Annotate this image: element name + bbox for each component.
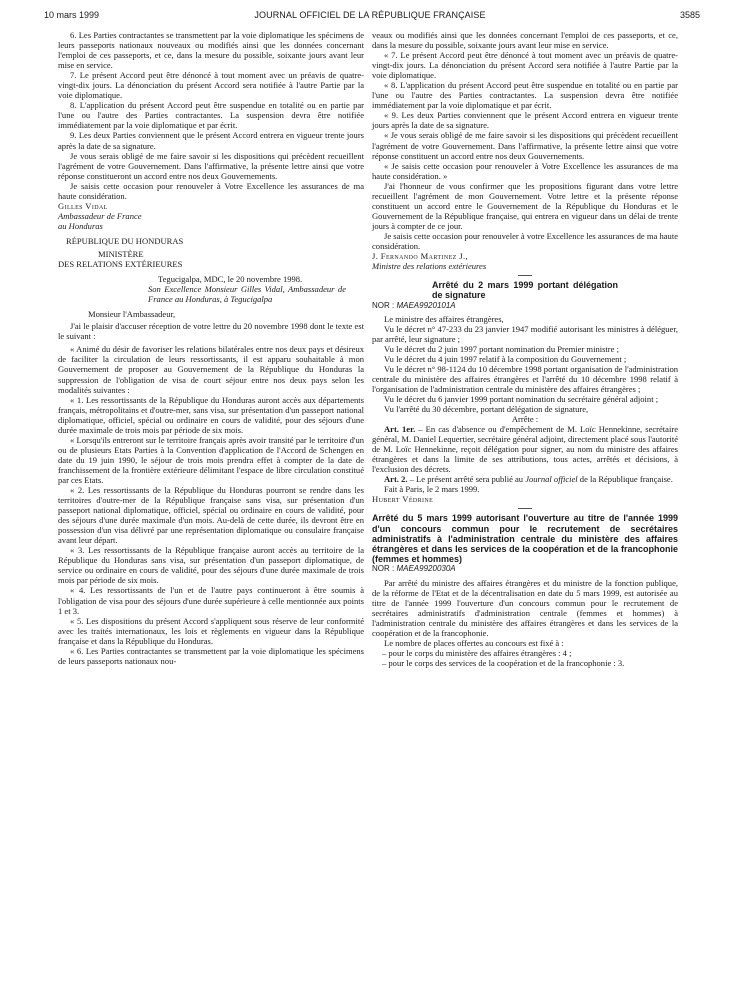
paragraph: 9. Les deux Parties conviennent que le présent Accord entrera en vigueur trente jours après la date de sa signature. — [58, 130, 364, 151]
paragraph: « Je vous serais obligé de me faire savoir si les dispositions qui précèdent recueillent l'agrément de votre Gouvernement. Dans l'affirmative, la présente lettre ainsi que votre réponse constituent un accord entre nos deux Gouvernements. — [372, 130, 678, 161]
paragraph: J'ai le plaisir d'accuser réception de votre lettre du 20 novembre 1998 dont le texte est le suivant : — [58, 321, 364, 342]
ministry-name: MINISTÈRE — [98, 248, 144, 259]
signature-name: Hubert Védrine — [372, 494, 434, 505]
paragraph: Vu l'arrêté du 30 décembre, portant délégation de signature, — [384, 404, 589, 414]
decree-title: Arrêté du 5 mars 1999 autorisant l'ouverture au titre de l'année 1999 d'un concours commun pour le recrutement de secrétaires administratifs à l'administration centrale du ministère des affaires étrangères et dans les services de la coopération et de la francophonie (femmes et hommes) — [372, 513, 678, 565]
paragraph: « 3. Les ressortissants de la République française auront accès au territoire de la République du Honduras sans visa, sur présentation d'un passeport diplomatique, de service ou ordinaire en cours de validité, pour des séjours d'une durée maximale de trois mois par période de six mois. — [58, 545, 364, 586]
article-1: Art. 1er. – En cas d'absence ou d'empêchement de M. Loïc Hennekinne, secrétaire général, M. Daniel Lequertier, secrétaire général adjoint, directement placé sous l'autorité de M. Loïc Hennekinne, reçoit délégation pour signer, au nom du ministre des affaires étrangères et dans la limite de ses attributions, tous actes, arrêtés et décisions, à l'exclusion des décrets. — [372, 424, 678, 475]
salutation: Monsieur l'Ambassadeur, — [88, 309, 176, 320]
paragraph: Par arrêté du ministre des affaires étrangères et du ministre de la fonction publique, de la réforme de l'Etat et de la décentralisation en date du 5 mars 1999, est autorisée au titre de l'année 1999 l'ouverture d'un concours commun pour le recrutement de secrétaires administratifs d'administration centrale (femmes et hommes) à l'administration centrale du ministère des affaires étrangères et dans les services de la coopération et de la francophonie. — [372, 577, 678, 638]
section-divider — [518, 508, 532, 509]
paragraph: Je saisis cette occasion pour renouveler à votre Excellence les assurances de ma haute considération. — [372, 230, 678, 251]
org-name: RÉPUBLIQUE DU HONDURAS — [66, 235, 184, 246]
paragraph: Je saisis cette occasion pour renouveler à Votre Excellence les assurances de ma haute considération. — [58, 180, 364, 201]
paragraph: « 5. Les dispositions du présent Accord s'appliquent sous réserve de leur conformité avec les traités internationaux, les lois et règlements en vigueur dans la République française et dans la République du Honduras. — [58, 615, 364, 646]
arrete-word: Arrête : — [511, 414, 539, 425]
paragraph: « Animé du désir de favoriser les relations bilatérales entre nos deux pays et désireux de faciliter la circulation de leurs ressortissants, il est apparu souhaitable à mon Gouvernement de proposer au Gouvernement de la République du Honduras la suppression de l'obligation de visa de court séjour entre nos deux pays selon les modalités suivantes : — [58, 344, 364, 395]
page-header — [40, 8, 700, 24]
paragraph: 7. Le présent Accord peut être dénoncé à tout moment avec un préavis de quatre-vingt-dix jours. La dénonciation du présent Accord sera notifiée à l'autre Partie par la voie diplomatique. — [58, 70, 364, 101]
paragraph: « 7. Le présent Accord peut être dénoncé à tout moment avec un préavis de quatre-vingt-dix jours. La dénonciation du présent Accord sera notifiée à l'autre Partie par la voie diplomatique. — [372, 50, 678, 81]
nor-reference: NOR : MAEA9920030A — [372, 564, 456, 574]
paragraph: veaux ou modifiés ainsi que les données concernant l'emploi de ces passeports, et ce, dans la mesure du possible, soixante jours avant leur mise en service. — [372, 30, 678, 51]
paragraph: 6. Les Parties contractantes se transmettent par la voie diplomatique les spécimens de leurs passeports nationaux nouveaux ou modifiés ainsi que les données concernant l'emploi de ces passeports, et ce, dans la mesure du possible, soixante jours avant leur mise en service. — [58, 30, 364, 71]
signature-title: Ministre des relations extérieures — [372, 261, 487, 272]
paragraph: « 2. Les ressortissants de la République du Honduras pourront se rendre dans les territoires d'outre-mer de la République française sans visa, sur présentation d'un passeport national diplomatique, officiel, spécial ou ordinaire en cours de validité, pour des séjours d'une durée maximale d'un mois. Au-delà de cette durée, ils devront être en possession d'un visa délivré par une représentation diplomatique ou consulaire française avant leur départ. — [58, 485, 364, 546]
right-column — [372, 30, 678, 668]
section-divider — [518, 275, 532, 276]
paragraph: « 9. Les deux Parties conviennent que le présent Accord entrera en vigueur trente jours après la date de sa signature. — [372, 110, 678, 131]
places-list — [372, 648, 678, 668]
addressee: Son Excellence Monsieur Gilles Vidal, Ambassadeur de France au Honduras, à Tegucigalpa — [148, 284, 346, 305]
signature-name: Gilles Vidal — [58, 200, 108, 211]
paragraph: Vu le décret n° 47-233 du 23 janvier 1947 modifié autorisant les ministres à déléguer, par arrêté, leur signature ; — [372, 323, 678, 344]
signature-title: au Honduras — [58, 220, 103, 231]
paragraph: « 4. Les ressortissants de l'un et de l'autre pays continueront à être soumis à l'obligation de visa pour des séjours d'une durée supérieure à celle mentionnée aux points 1 et 3. — [58, 585, 364, 616]
journal-title: JOURNAL OFFICIEL DE LA RÉPUBLIQUE FRANÇAISE — [254, 10, 486, 20]
signature-title: Ambassadeur de France — [58, 210, 142, 221]
place-date: Tegucigalpa, MDC, le 20 novembre 1998. — [158, 274, 303, 285]
paragraph: « 1. Les ressortissants de la République du Honduras auront accès aux départements français, métropolitains et d'outre-mer, sans visa, sur présentation d'un passeport national diplomatique, officiel, spécial ou ordinaire en cours de validité, pour des séjours d'une durée maximale de trois mois par période de six mois. — [58, 394, 364, 435]
paragraph: 8. L'application du présent Accord peut être suspendue en totalité ou en partie par l'une ou l'autre des Parties contractantes. La suspension devra être notifiée immédiatement par la voie diplomatique et par écrit. — [58, 100, 364, 131]
paragraph: Fait à Paris, le 2 mars 1999. — [384, 484, 480, 495]
header-date: 10 mars 1999 — [44, 10, 100, 20]
decree-title: Arrêté du 2 mars 1999 portant délégation de signature — [432, 280, 618, 301]
paragraph: Je vous serais obligé de me faire savoir si les dispositions qui précèdent recueillent l'agrément de votre Gouvernement. Dans l'affirmative, la présente lettre ainsi que votre réponse constitueront un accord entre nos deux Gouvernements. — [58, 150, 364, 181]
paragraph: Vu le décret du 4 juin 1997 relatif à la composition du Gouvernement ; — [384, 353, 627, 364]
paragraph: « Lorsqu'ils entreront sur le territoire français après avoir transité par le territoire d'un ou de plusieurs Etats Parties à la Convention d'application de l'Accord de Schengen en date du 19 juin 1990, le séjour de trois mois prendra effet à compter de la date de franchissement de la frontière extérieure délimitant l'espace de libre circulation constitué par ces Etats. — [58, 434, 364, 485]
paragraph: Vu le décret du 6 janvier 1999 portant nomination du secrétaire général adjoint ; — [384, 393, 659, 404]
nor-reference: NOR : MAEA9920101A — [372, 300, 456, 310]
paragraph: Le nombre de places offertes au concours est fixé à : — [384, 637, 564, 648]
paragraph: Vu le décret n° 98-1124 du 10 décembre 1998 portant organisation de l'administration centrale du ministère des affaires étrangères et l'arrêté du 10 décembre 1998 relatif à l'organisation de l'administration centrale du ministère des affaires étrangères ; — [372, 363, 678, 394]
paragraph: « 6. Les Parties contractantes se transmettent par la voie diplomatique les spécimens de leurs passeports nationaux nou- — [58, 645, 364, 666]
page-number: 3585 — [679, 10, 700, 20]
list-item: – pour le corps du ministère des affaires étrangères : 4 ; — [382, 647, 572, 658]
left-column — [58, 30, 364, 666]
paragraph: Le ministre des affaires étrangères, — [384, 313, 504, 324]
paragraph: Vu le décret du 2 juin 1997 portant nomination du Premier ministre ; — [384, 343, 619, 354]
article-2: Art. 2. – Le présent arrêté sera publié au Journal officiel de la République française. — [384, 474, 673, 485]
ministry-name: DES RELATIONS EXTÉRIEURES — [58, 259, 183, 270]
paragraph: « 8. L'application du présent Accord peut être suspendue en totalité ou en partie par l'une ou l'autre des Parties contractantes. La suspension devra être notifiée immédiatement par la voie diplomatique et par écrit. — [372, 80, 678, 111]
list-item: – pour le corps des services de la coopération et de la francophonie : 3. — [382, 657, 625, 668]
signature-name: J. Fernando Martinez J., — [372, 251, 469, 262]
paragraph: « Je saisis cette occasion pour renouveler à Votre Excellence les assurances de ma haute considération. » — [372, 160, 678, 181]
paragraph: J'ai l'honneur de vous confirmer que les propositions figurant dans votre lettre recueillent l'agrément de mon Gouvernement. Votre lettre et la présente réponse constituent un accord entre le Gouvernement de la République du Honduras et le Gouvernement de la République française, qui entrera en vigueur dans un délai de trente jours à compter de ce jour. — [372, 180, 678, 231]
